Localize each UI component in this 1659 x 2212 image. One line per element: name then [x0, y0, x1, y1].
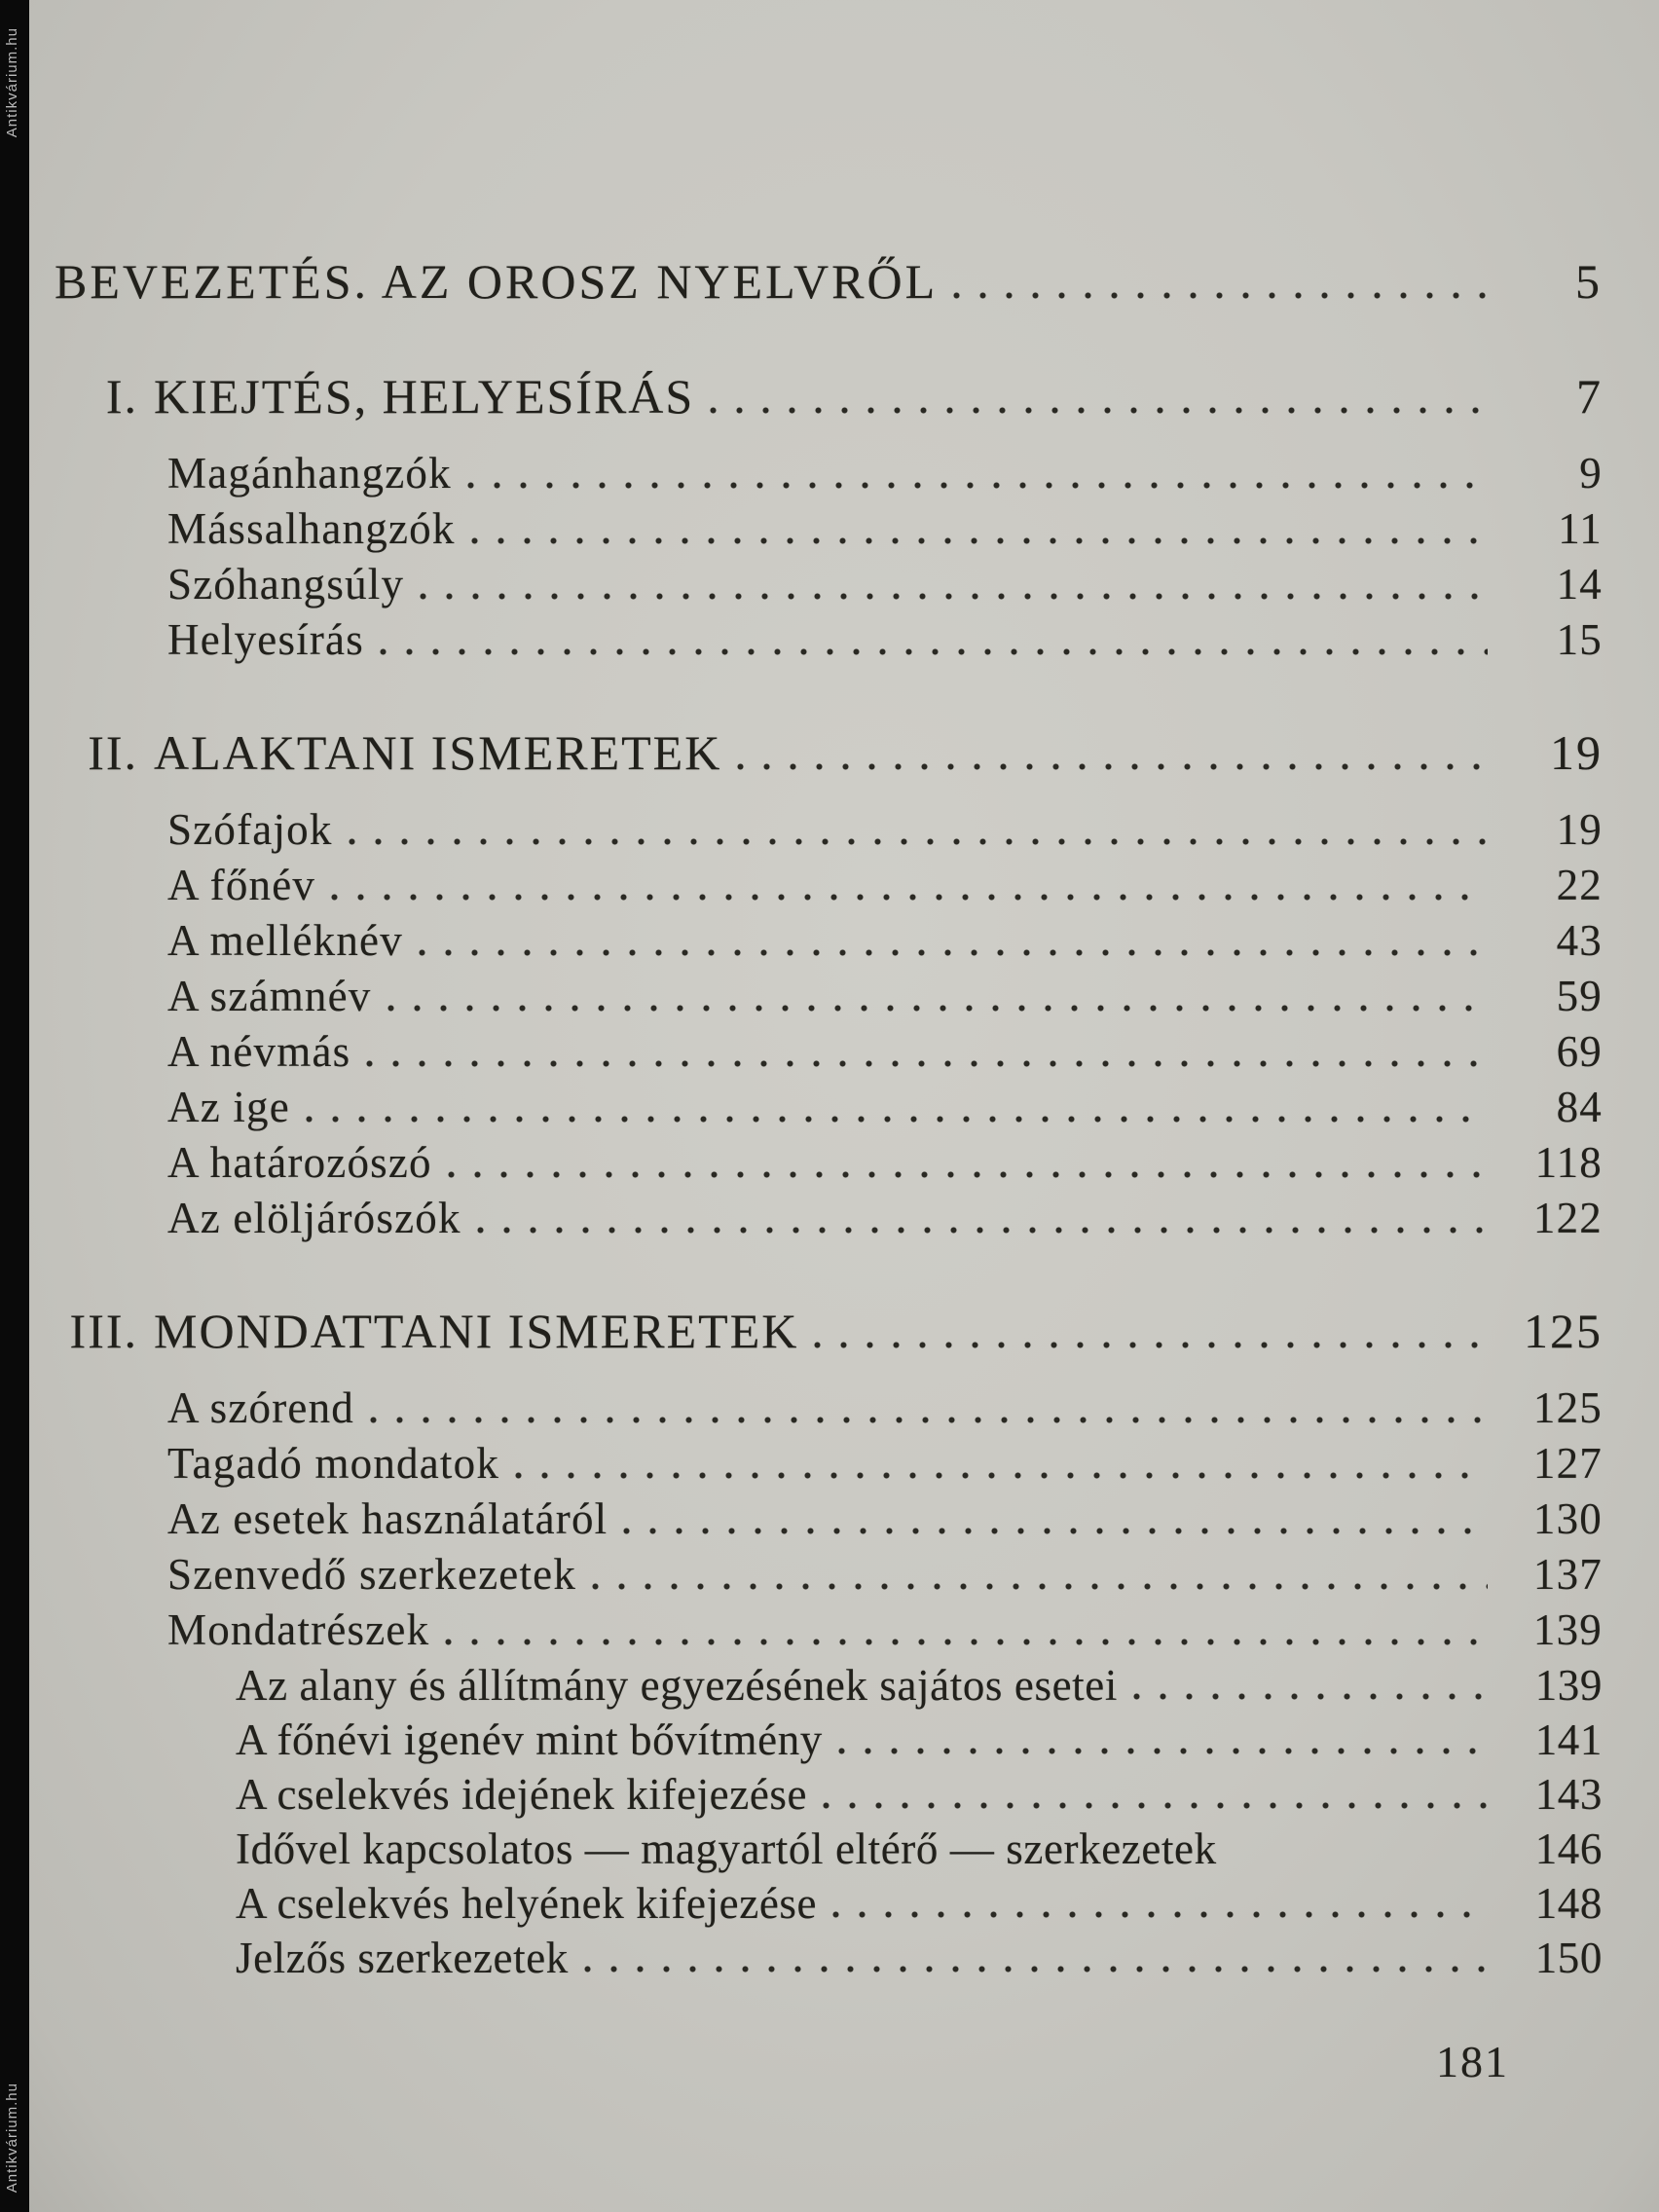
toc-entry	[29, 1024, 1603, 1080]
entry-dot-leader	[370, 1417, 1488, 1423]
entry-dot-leader	[380, 648, 1488, 655]
toc-entry	[29, 1301, 1603, 1361]
toc-entry	[29, 1381, 1603, 1436]
entry-page-number: 139	[1532, 1605, 1603, 1654]
entry-dot-leader	[349, 838, 1488, 845]
entry-page-number: 19	[1556, 805, 1603, 854]
entry-page-number: 125	[1524, 1304, 1603, 1358]
entry-page-number: 59	[1556, 972, 1603, 1020]
entry-page-number: 84	[1556, 1083, 1603, 1131]
watermark-top: Antikvárium.hu	[4, 27, 20, 138]
entry-page-number: 19	[1550, 725, 1603, 780]
entry-page-number: 137	[1532, 1550, 1603, 1599]
entry-label: ALAKTANI ISMERETEK	[154, 725, 722, 780]
entry-numeral: I.	[105, 369, 138, 424]
entry-label: Magánhangzók	[167, 449, 452, 498]
entry-dot-leader	[306, 1116, 1488, 1123]
entry-label: A melléknév	[167, 916, 403, 965]
entry-label: BEVEZETÉS. AZ OROSZ NYELVRŐL	[55, 254, 939, 309]
toc-entry	[29, 858, 1603, 913]
entry-label: Szenvedő szerkezetek	[167, 1550, 577, 1599]
entry-dot-leader	[387, 1005, 1489, 1012]
entry-dot-leader	[1133, 1693, 1488, 1700]
entry-page-number: 14	[1556, 560, 1603, 608]
toc-entry	[29, 1931, 1603, 1985]
entry-dot-leader	[737, 763, 1488, 770]
toc-entry	[29, 1436, 1603, 1492]
entry-dot-leader	[584, 1966, 1488, 1972]
entry-label: Az elöljárószók	[167, 1194, 461, 1242]
entry-label: A szórend	[167, 1383, 355, 1432]
toc-entry	[29, 969, 1603, 1024]
entry-dot-leader	[823, 1802, 1488, 1809]
toc-entry	[29, 366, 1603, 426]
entry-page-number: 130	[1532, 1494, 1603, 1543]
entry-label: A számnév	[167, 972, 372, 1020]
entry-page-number: 139	[1534, 1661, 1603, 1710]
entry-dot-leader	[445, 1639, 1488, 1645]
entry-dot-leader	[419, 949, 1488, 956]
toc-entry	[29, 1135, 1603, 1191]
entry-dot-leader	[623, 1528, 1488, 1534]
entry-label: A határozószó	[167, 1138, 432, 1187]
entry-dot-leader	[448, 1171, 1488, 1178]
entry-dot-leader	[838, 1748, 1488, 1754]
entry-label: Az alany és állítmány egyezésének sajátos esetei	[236, 1661, 1118, 1710]
entry-dot-leader	[515, 1472, 1488, 1479]
entry-page-number: 11	[1558, 504, 1603, 553]
toc-entry	[29, 1080, 1603, 1135]
book-binding-strip	[0, 0, 29, 2212]
toc-entry	[29, 1658, 1603, 1713]
entry-label: Az esetek használatáról	[167, 1494, 608, 1543]
entry-dot-leader	[331, 894, 1488, 901]
entry-label: Szóhangsúly	[167, 560, 405, 608]
entry-dot-leader	[477, 1227, 1488, 1234]
entry-label: Az ige	[167, 1083, 290, 1131]
paper-page	[29, 0, 1659, 2212]
toc-entry	[29, 501, 1603, 557]
entry-label: KIEJTÉS, HELYESÍRÁS	[154, 369, 695, 424]
entry-label: Mondatrészek	[167, 1605, 430, 1654]
entry-page-number: 43	[1556, 916, 1603, 965]
entry-numeral: III.	[69, 1304, 138, 1358]
page-number: 181	[1436, 2037, 1509, 2086]
toc-entry	[29, 251, 1603, 312]
toc-entry	[29, 1191, 1603, 1246]
entry-label: MONDATTANI ISMERETEK	[154, 1304, 799, 1358]
entry-label: A cselekvés idejének kifejezése	[236, 1770, 808, 1819]
toc-entry	[29, 1822, 1603, 1876]
entry-page-number: 141	[1534, 1715, 1603, 1764]
entry-dot-leader	[366, 1060, 1488, 1067]
entry-label: Tagadó mondatok	[167, 1439, 500, 1488]
entry-page-number: 69	[1556, 1027, 1603, 1076]
entry-dot-leader	[592, 1583, 1488, 1590]
entry-label: A cselekvés helyének kifejezése	[236, 1879, 818, 1928]
entry-label: A főnév	[167, 861, 316, 909]
entry-page-number: 125	[1532, 1383, 1603, 1432]
entry-dot-leader	[467, 482, 1488, 489]
entry-dot-leader	[420, 593, 1488, 600]
toc-entry	[29, 612, 1603, 668]
entry-page-number: 150	[1534, 1934, 1603, 1982]
entry-page-number: 5	[1575, 254, 1603, 309]
toc-entry	[29, 1603, 1603, 1658]
entry-page-number: 22	[1556, 861, 1603, 909]
toc-entry	[29, 1876, 1603, 1931]
entry-label: A névmás	[167, 1027, 351, 1076]
toc-entry	[29, 913, 1603, 969]
entry-page-number: 148	[1534, 1879, 1603, 1928]
entry-label: Jelzős szerkezetek	[236, 1934, 569, 1982]
entry-dot-leader	[471, 537, 1488, 544]
entry-page-number: 122	[1532, 1194, 1603, 1242]
toc-entry	[29, 722, 1603, 783]
entry-page-number: 127	[1532, 1439, 1603, 1488]
entry-label: Helyesírás	[167, 615, 364, 664]
entry-page-number: 118	[1534, 1138, 1603, 1187]
toc-entry	[29, 1547, 1603, 1603]
entry-label: Szófajok	[167, 805, 333, 854]
entry-dot-leader	[710, 407, 1488, 414]
entry-numeral: II.	[88, 725, 138, 780]
entry-page-number: 15	[1556, 615, 1603, 664]
toc-entry	[29, 1713, 1603, 1767]
entry-label: Idővel kapcsolatos — magyartól eltérő — szerkezetek	[236, 1825, 1217, 1873]
toc-entry	[29, 446, 1603, 501]
toc-entry	[29, 1492, 1603, 1547]
entry-page-number: 7	[1576, 369, 1603, 424]
toc-entry	[29, 557, 1603, 612]
entry-dot-leader	[953, 292, 1488, 299]
watermark-bottom: Antikvárium.hu	[4, 2082, 20, 2193]
entry-page-number: 9	[1579, 449, 1603, 498]
entry-page-number: 146	[1534, 1825, 1603, 1873]
entry-label: A főnévi igenév mint bővítmény	[236, 1715, 823, 1764]
toc-entry	[29, 802, 1603, 858]
toc-list	[29, 251, 1603, 1985]
entry-dot-leader	[832, 1911, 1488, 1918]
entry-page-number: 143	[1534, 1770, 1603, 1819]
entry-label: Mássalhangzók	[167, 504, 456, 553]
toc-entry	[29, 1767, 1603, 1822]
entry-dot-leader	[814, 1342, 1488, 1348]
